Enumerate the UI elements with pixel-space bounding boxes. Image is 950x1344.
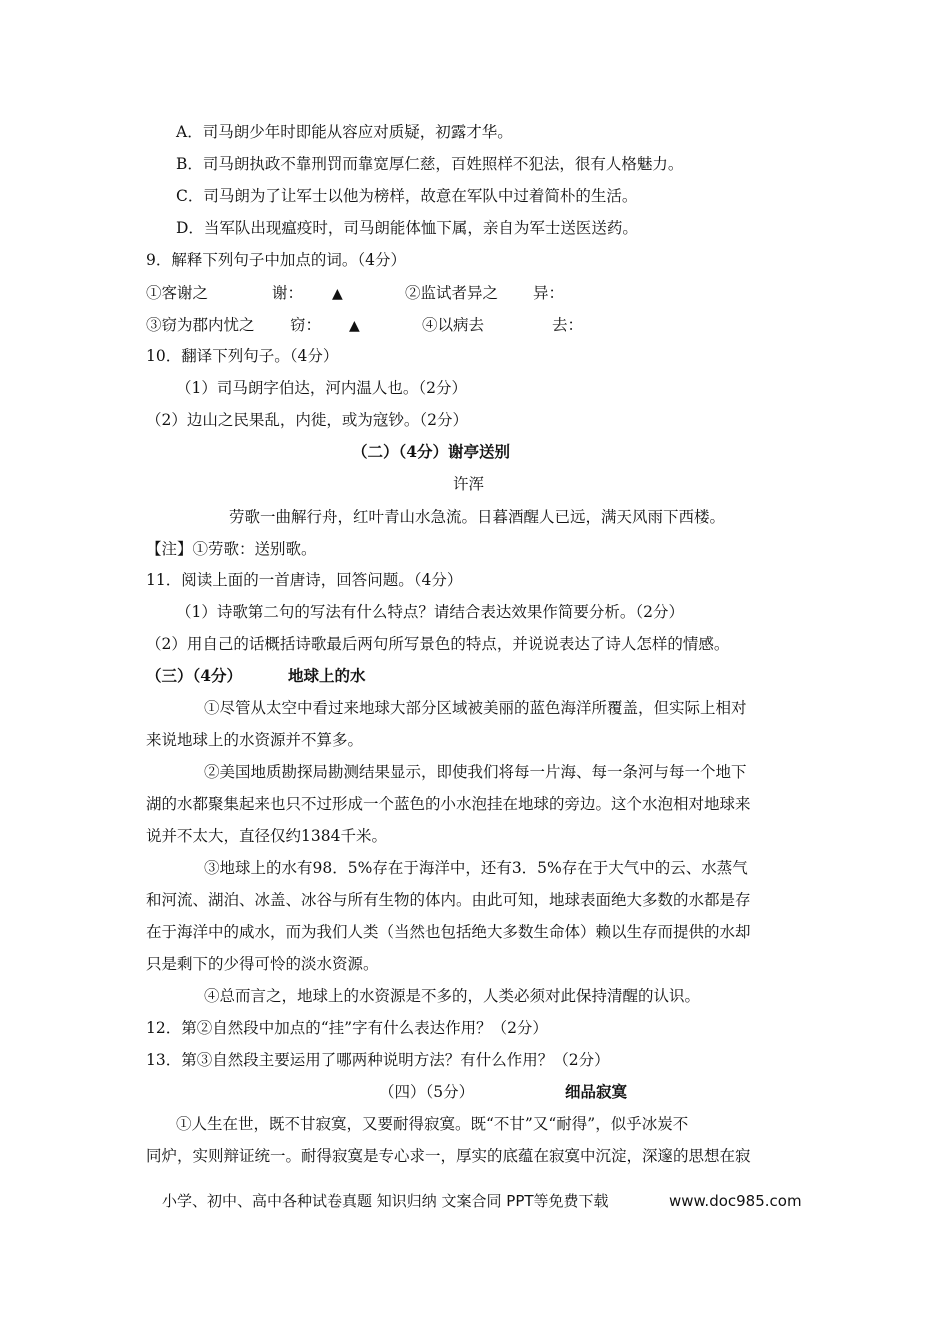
- q8-option-c: C．司马朗为了让军士以他为榜样，故意在军队中过着简朴的生活。: [176, 187, 638, 205]
- sec4-para-1-line-2: 同炉，实则辩证统一。耐得寂寞是专心求一，厚实的底蕴在寂寞中沉淀，深邃的思想在寂: [146, 1147, 751, 1165]
- sec3-para-2-line-2: 湖的水都聚集起来也只不过形成一个蓝色的小水泡挂在地球的旁边。这个水泡相对地球来: [146, 795, 751, 813]
- q11-stem: 11．阅读上面的一首唐诗，回答问题。（4分）: [146, 571, 463, 589]
- q9-item-1: ①客谢之: [146, 284, 209, 302]
- poem-author: 许浑: [453, 475, 485, 493]
- q9-item-3: ③窃为郡内忧之: [146, 316, 255, 334]
- q9-item-2-word: 异：: [533, 284, 565, 302]
- q9-stem: 9．解释下列句子中加点的词。（4分）: [146, 251, 406, 269]
- sec3-para-1-line-2: 来说地球上的水资源并不算多。: [146, 731, 364, 749]
- sec3-para-2-line-3: 说并不太大，直径仅约1384千米。: [146, 827, 387, 845]
- sec3-para-3-line-2: 和河流、湖泊、冰盖、冰谷与所有生物的体内。由此可知，地球表面绝大多数的水都是存: [146, 891, 751, 909]
- q8-option-a: A．司马朗少年时即能从容应对质疑，初露才华。: [176, 123, 513, 141]
- q11-sub-1: （1）诗歌第二句的写法有什么特点？请结合表达效果作简要分析。（2分）: [176, 603, 684, 621]
- footer-text: 小学、初中、高中各种试卷真题 知识归纳 文案合同 PPT等免费下载: [162, 1192, 609, 1210]
- footer-url[interactable]: www.doc985.com: [669, 1192, 802, 1210]
- poem-text: 劳歌一曲解行舟，红叶青山水急流。日暮酒醒人已远，满天风雨下西楼。: [229, 508, 726, 526]
- sec3-para-3-line-3: 在于海洋中的咸水，而为我们人类（当然也包括绝大多数生命体）赖以生存而提供的水却: [146, 923, 751, 941]
- sec3-para-4-line-1: ④总而言之，地球上的水资源是不多的，人类必须对此保持清醒的认识。: [204, 987, 701, 1005]
- section-2-heading: （二）（4分）谢亭送别: [352, 442, 511, 461]
- q9-item-2: ②监试者异之: [405, 284, 499, 302]
- q8-option-b: B．司马朗执政不靠刑罚而靠宽厚仁慈，百姓照样不犯法，很有人格魅力。: [176, 155, 684, 173]
- answer-blank-triangle-icon: ▲: [349, 318, 360, 334]
- q12-stem: 12．第②自然段中加点的“挂”字有什么表达作用？（2分）: [146, 1019, 548, 1037]
- section-3-title: 地球上的水: [288, 666, 366, 685]
- section-4-label: （四）（5分）: [379, 1083, 475, 1101]
- sec4-para-1-line-1: ①人生在世，既不甘寂寞，又要耐得寂寞。既“不甘”又“耐得”，似乎冰炭不: [176, 1115, 689, 1133]
- sec3-para-2-line-1: ②美国地质勘探局勘测结果显示，即使我们将每一片海、每一条河与每一个地下: [204, 763, 747, 781]
- q9-item-1-word: 谢：: [272, 284, 304, 302]
- sec3-para-1-line-1: ①尽管从太空中看过来地球大部分区域被美丽的蓝色海洋所覆盖，但实际上相对: [204, 699, 747, 717]
- q9-item-3-word: 窃：: [290, 316, 322, 334]
- q10-sentence-2: （2）边山之民果乱，内徙，或为寇钞。（2分）: [146, 411, 468, 429]
- q9-item-4-word: 去：: [552, 316, 584, 334]
- q13-stem: 13．第③自然段主要运用了哪两种说明方法？有什么作用？（2分）: [146, 1051, 610, 1069]
- q11-sub-2: （2）用自己的话概括诗歌最后两句所写景色的特点，并说说表达了诗人怎样的情感。: [146, 635, 730, 653]
- q10-stem: 10．翻译下列句子。（4分）: [146, 347, 339, 365]
- section-4-title: 细品寂寞: [565, 1082, 628, 1101]
- poem-note: 【注】①劳歌：送别歌。: [146, 540, 317, 558]
- sec3-para-3-line-1: ③地球上的水有98．5%存在于海洋中，还有3．5%存在于大气中的云、水蒸气: [204, 859, 748, 877]
- q8-option-d: D．当军队出现瘟疫时，司马朗能体恤下属，亲自为军士送医送药。: [176, 219, 638, 237]
- q9-item-4: ④以病去: [422, 316, 485, 334]
- answer-blank-triangle-icon: ▲: [332, 286, 343, 302]
- sec3-para-3-line-4: 只是剩下的少得可怜的淡水资源。: [146, 955, 379, 973]
- section-3-label: （三）（4分）: [146, 666, 243, 685]
- q10-sentence-1: （1）司马朗字伯达，河内温人也。（2分）: [176, 379, 467, 397]
